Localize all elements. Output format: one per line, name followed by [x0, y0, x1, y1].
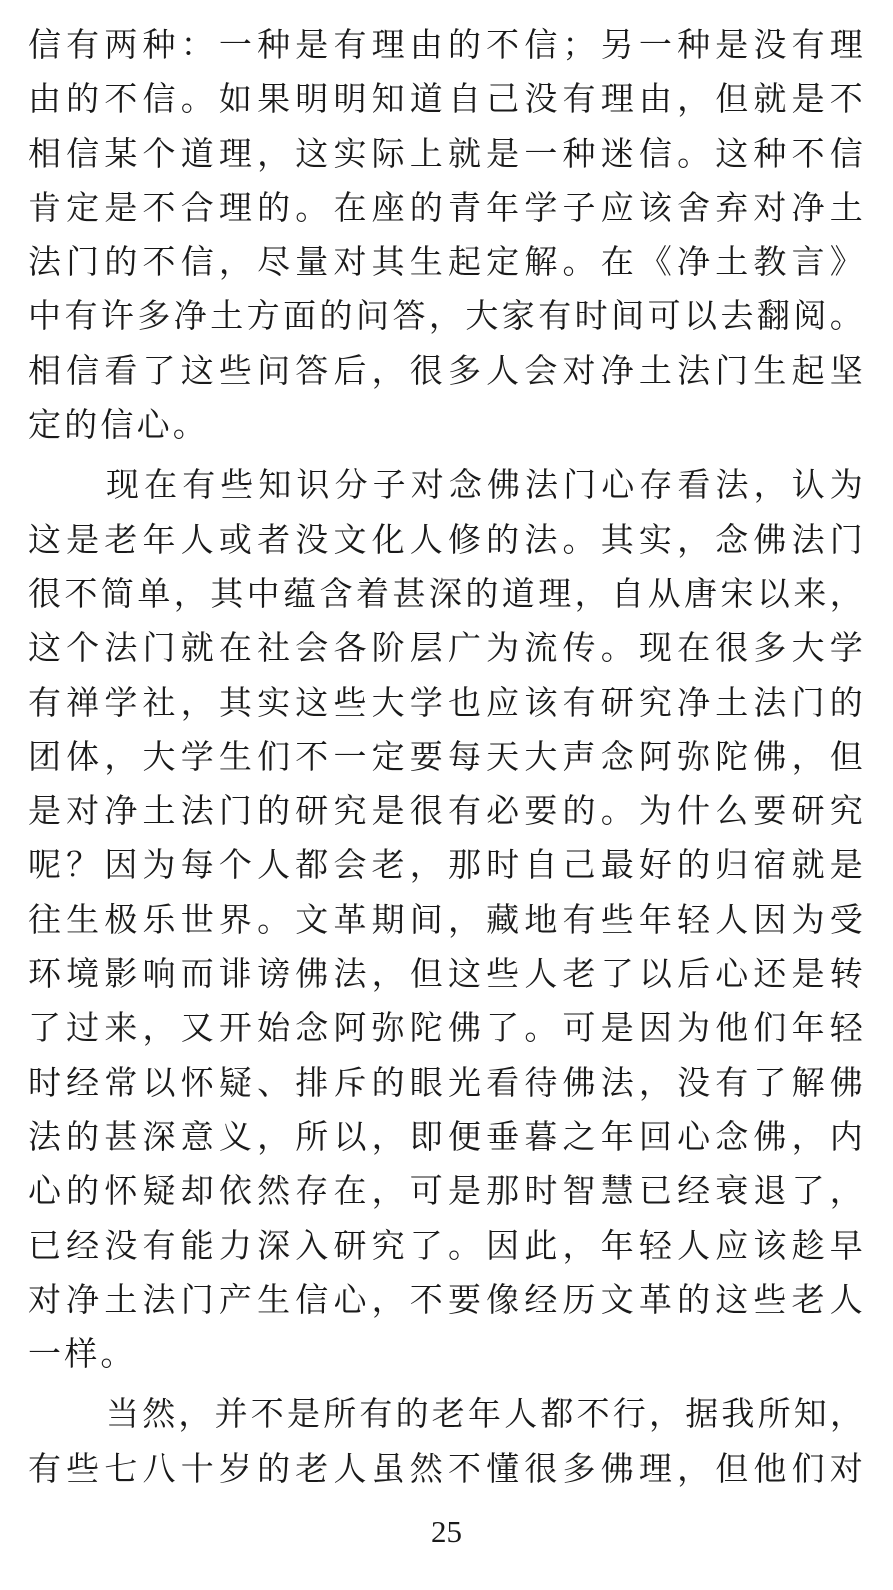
- text-line: 很不简单，其中蕴含着甚深的道理，自从唐宋以来，: [28, 573, 866, 613]
- paragraph: [28, 18, 866, 452]
- text-line: 肯定是不合理的。在座的青年学子应该舍弃对净土: [28, 187, 866, 227]
- text-line: 法的甚深意义，所以，即便垂暮之年回心念佛，内: [28, 1116, 866, 1156]
- page-body: [28, 18, 866, 1496]
- text-line: 定的信心。: [28, 405, 209, 445]
- text-line: 由的不信。如果明明知道自己没有理由，但就是不: [28, 79, 866, 119]
- text-line: 现在有些知识分子对念佛法门心存看法，认为: [106, 465, 866, 505]
- text-line: 环境影响而诽谤佛法，但这些人老了以后心还是转: [28, 954, 866, 994]
- text-line: 相信看了这些问答后，很多人会对净土法门生起坚: [28, 350, 866, 390]
- text-line: 一样。: [28, 1334, 137, 1374]
- text-line: 这是老年人或者没文化人修的法。其实，念佛法门: [28, 519, 866, 559]
- text-line: 这个法门就在社会各阶层广为流传。现在很多大学: [28, 628, 866, 668]
- text-line: 相信某个道理，这实际上就是一种迷信。这种不信: [28, 133, 866, 173]
- text-line: 了过来，又开始念阿弥陀佛了。可是因为他们年轻: [28, 1008, 866, 1048]
- text-line: 是对净土法门的研究是很有必要的。为什么要研究: [28, 791, 866, 831]
- page-number: 25: [431, 1514, 462, 1549]
- text-line: 团体，大学生们不一定要每天大声念阿弥陀佛，但: [28, 736, 866, 776]
- text-line: 当然，并不是所有的老年人都不行，据我所知，: [106, 1394, 867, 1434]
- paragraph: [28, 458, 866, 1381]
- text-line: 时经常以怀疑、排斥的眼光看待佛法，没有了解佛: [28, 1062, 866, 1102]
- text-line: 有禅学社，其实这些大学也应该有研究净土法门的: [28, 682, 866, 722]
- text-line: 对净土法门产生信心，不要像经历文革的这些老人: [28, 1279, 866, 1319]
- text-line: 往生极乐世界。文革期间，藏地有些年轻人因为受: [28, 899, 866, 939]
- text-line: 法门的不信，尽量对其生起定解。在《净土教言》: [28, 242, 866, 282]
- text-line: 已经没有能力深入研究了。因此，年轻人应该趁早: [28, 1225, 866, 1265]
- text-line: 心的怀疑却依然存在，可是那时智慧已经衰退了，: [28, 1171, 866, 1211]
- text-line: 呢？因为每个人都会老，那时自己最好的归宿就是: [28, 845, 866, 885]
- text-line: 有些七八十岁的老人虽然不懂很多佛理，但他们对: [28, 1448, 866, 1488]
- paragraph: [28, 1387, 866, 1496]
- text-line: 信有两种：一种是有理由的不信；另一种是没有理: [28, 25, 866, 64]
- text-line: 中有许多净土方面的问答，大家有时间可以去翻阅。: [28, 296, 866, 336]
